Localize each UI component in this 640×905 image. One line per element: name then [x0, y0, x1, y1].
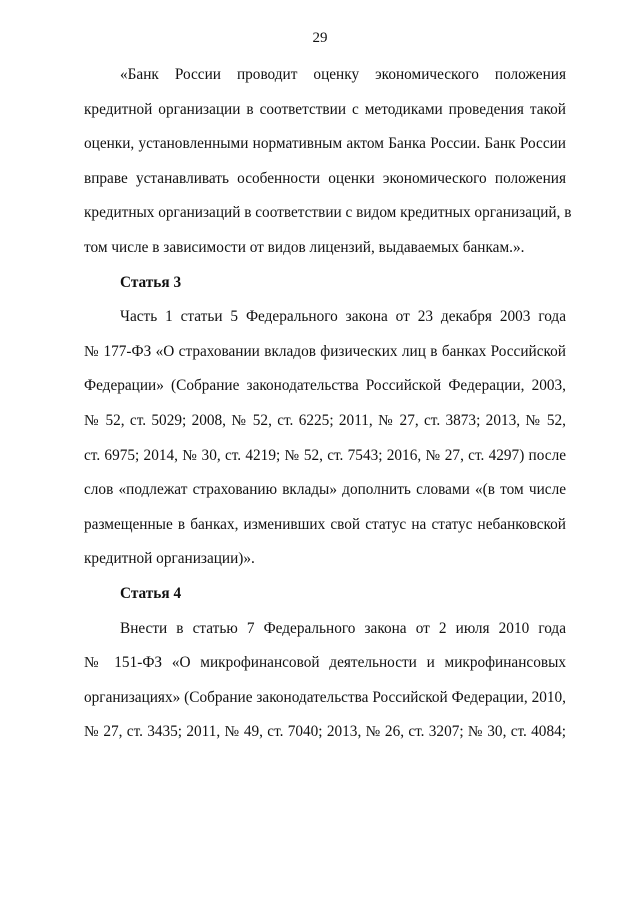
text-line: Часть 1 статьи 5 Федерального закона от 23 декабря 2003 года [120, 308, 566, 326]
text-line: Внести в статью 7 Федерального закона от 2 июля 2010 года [120, 619, 566, 637]
text-line: № 151-ФЗ «О микрофинансовой деятельности и микрофинансовых [84, 654, 566, 672]
document-body [84, 58, 572, 750]
article-3-text [84, 300, 566, 577]
text-line: том числе в зависимости от видов лицензий, выдаваемых банкам.». [84, 238, 525, 256]
page-number: 29 [312, 30, 328, 46]
text-line: кредитных организаций в соответствии с видом кредитных организаций, в [84, 204, 572, 222]
text-line: размещенные в банках, изменивших свой статус на статус небанковской [84, 515, 566, 533]
article-3-heading: Статья 3 [120, 273, 182, 291]
article-4-text [84, 612, 566, 750]
text-line: кредитной организации)». [84, 550, 255, 568]
text-line: Федерации» (Собрание законодательства Российской Федерации, 2003, [84, 377, 566, 395]
text-line: № 177-ФЗ «О страховании вкладов физических лиц в банках Российской [84, 342, 566, 360]
text-line: № 52, ст. 5029; 2008, № 52, ст. 6225; 2011, № 27, ст. 3873; 2013, № 52, [84, 411, 566, 429]
text-line: слов «подлежат страхованию вклады» дополнить словами «(в том числе [84, 481, 566, 499]
text-line: вправе устанавливать особенности оценки экономического положения [84, 169, 566, 187]
text-line: оценки, установленными нормативным актом Банка России. Банк России [84, 135, 566, 153]
text-line: № 27, ст. 3435; 2011, № 49, ст. 7040; 2013, № 26, ст. 3207; № 30, ст. 4084; [84, 723, 566, 741]
text-line: «Банк России проводит оценку экономического положения [120, 66, 566, 83]
text-line: ст. 6975; 2014, № 30, ст. 4219; № 52, ст. 7543; 2016, № 27, ст. 4297) после [84, 446, 566, 464]
article-4-heading: Статья 4 [120, 584, 182, 602]
text-line: кредитной организации в соответствии с методиками проведения такой [84, 100, 566, 118]
text-line: организациях» (Собрание законодательства Российской Федерации, 2010, [84, 688, 566, 706]
paragraph-bank-assessment [84, 58, 572, 266]
